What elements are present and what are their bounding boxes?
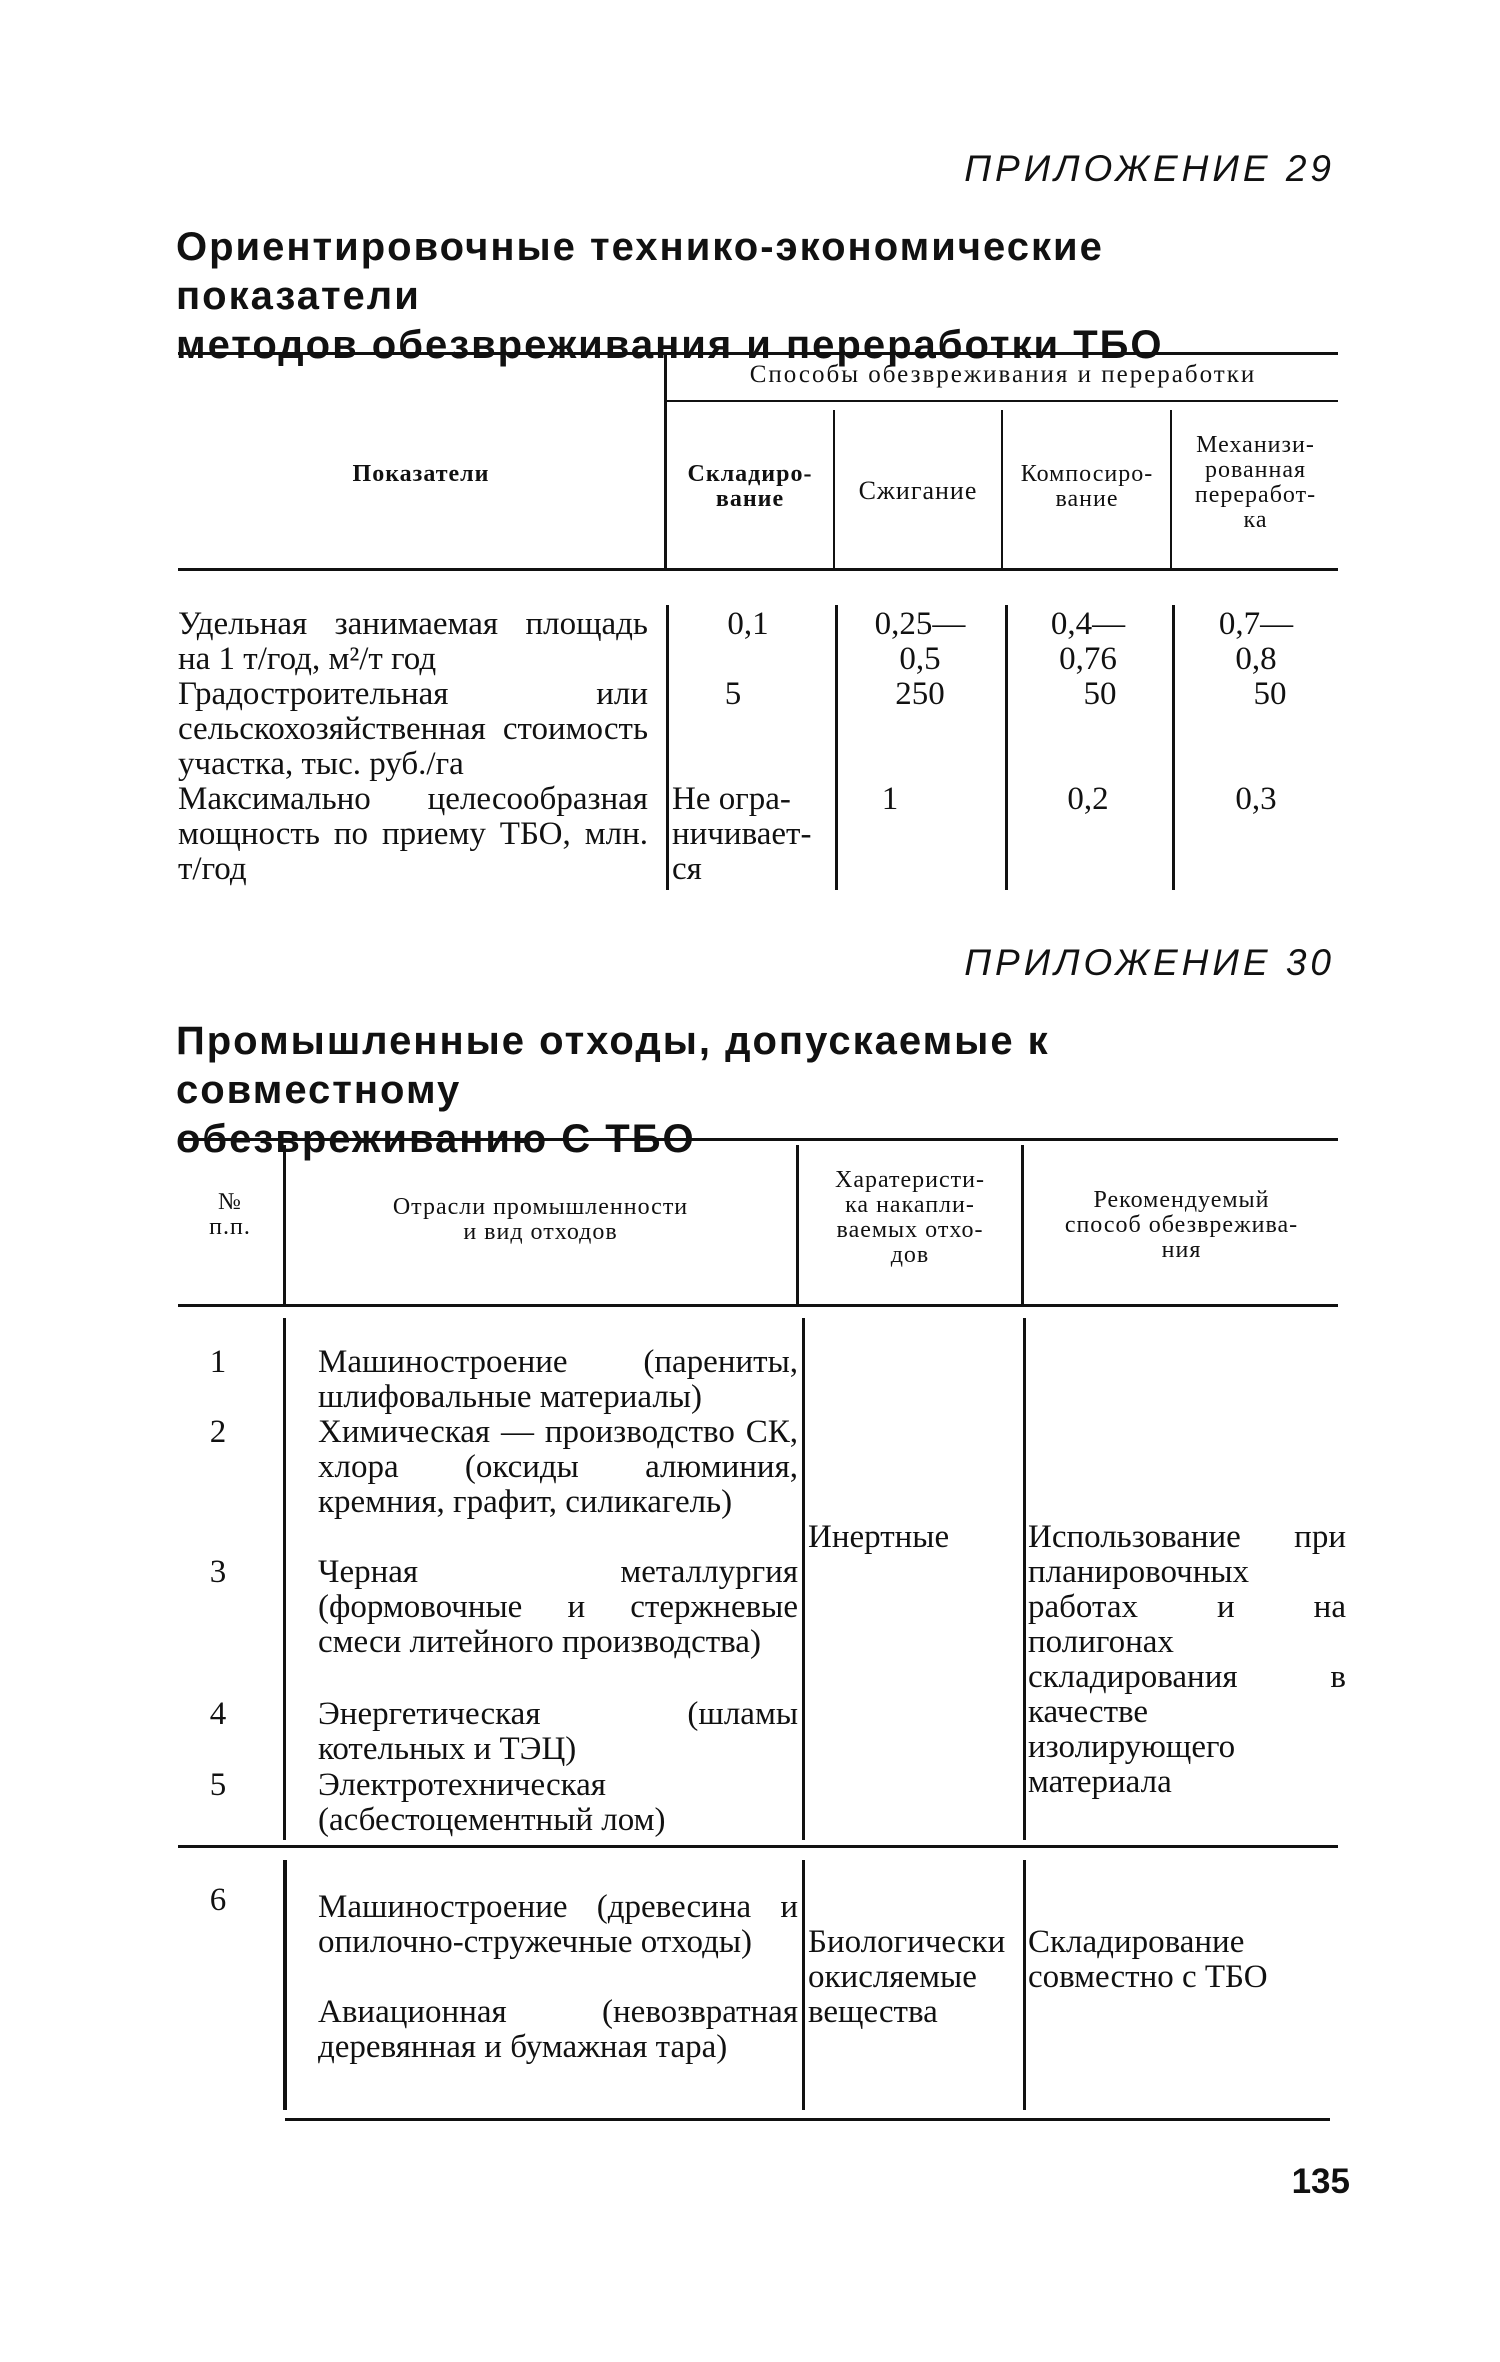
row-2-storage: 5 [724,676,742,712]
group-2-characteristic: Биологически окисляемые вещества [808,1924,1006,2030]
row-number: 1 [209,1344,227,1380]
industry-text: Энергетическая (шламы котельных и ТЭЦ) [318,1696,798,1767]
industry-text: Электротехническая (асбестоцементный лом) [318,1767,666,1838]
group-2-method: Складирование совместно с ТБО [1028,1924,1268,1995]
row-2-incineration: 250 [895,676,945,712]
col-header-industry: Отрасли промышленности и вид отходов [392,1194,689,1245]
row-3-composting: 0,2 [1067,781,1109,817]
row-3-indicator: Максимально целесообразная мощность по приему ТБО, млн. т/год [178,781,648,887]
row-number: 6 [209,1882,227,1918]
row-2-indicator: Градостроительная или сельскохозяйственная стоимость участка, тыс. руб./га [178,676,648,782]
row-2-mechanized: 50 [1253,676,1287,712]
appendix-29-title-line-1: Ориентировочные технико-экономические показатели [176,225,1104,318]
rule [285,2118,1330,2121]
col-header-storage: Складиро- вание [687,461,813,512]
col-header-incineration: Сжигание [858,476,978,505]
col-header-number: № п.п. [209,1189,251,1240]
row-3-incineration: 1 [881,781,899,817]
row-number: 5 [209,1767,227,1803]
group-1-characteristic: Инертные [808,1519,950,1555]
row-1-storage: 0,1 [727,606,769,642]
row-3-storage: Не огра- ничивает- ся [672,781,812,887]
col-header-indicator: Показатели [352,461,490,487]
industry-text: Химическая — производство СК, хлора (оксиды алюминия, кремния, графит, силикагель) [318,1414,798,1520]
row-1-composting: 0,4— 0,76 [1050,606,1126,677]
group-1-method: Использование при планировочных работах и на полигонах складирования в качестве изолирующего материала [1028,1519,1346,1800]
divider [1023,1318,1026,1840]
col-header-mechanized: Механизи- рованная переработ- ка [1194,432,1317,533]
divider [1023,1860,1026,2110]
rule [178,1138,1338,1141]
industry-text: Машиностроение (парениты, шлифовальные материалы) [318,1344,798,1415]
row-number: 2 [209,1414,227,1450]
appendix-29-title-line-2: методов обезвреживания и переработки ТБО [176,323,1164,367]
row-2-composting: 50 [1083,676,1117,712]
divider [283,1145,286,1305]
divider [796,1145,799,1305]
page-number: 135 [1291,2162,1350,2201]
appendix-30-title-line-2: обезвреживанию С ТБО [176,1117,696,1161]
rule [178,1304,1338,1307]
divider [283,1318,286,1840]
row-1-incineration: 0,25— 0,5 [874,606,966,677]
appendix-29-label: ПРИЛОЖЕНИЕ 29 [964,148,1335,189]
row-1-mechanized: 0,7— 0,8 [1218,606,1294,677]
col-header-method: Рекомендуемый способ обезврежива- ния [1064,1187,1299,1263]
rule [178,1845,1338,1848]
appendix-30-title-line-1: Промышленные отходы, допускаемые к совместному [176,1019,1050,1112]
appendix-30-label: ПРИЛОЖЕНИЕ 30 [964,942,1335,983]
divider [283,1860,287,2110]
row-number: 4 [209,1696,227,1732]
divider [802,1318,805,1840]
row-3-mechanized: 0,3 [1235,781,1277,817]
industry-text: Машиностроение (древесина и опилочно-стружечные отходы) [318,1889,798,1960]
divider [802,1860,805,2110]
col-header-methods-group: Способы обезвреживания и переработки [749,361,1257,388]
col-header-composting: Компосиро- вание [1020,461,1154,512]
row-number: 3 [209,1554,227,1590]
col-header-characteristic: Харатеристи- ка накапли- ваемых отхо- дов [835,1167,985,1268]
industry-text: Авиационная (невозвратная деревянная и бумажная тара) [318,1994,798,2065]
row-1-indicator: Удельная занимаемая площадь на 1 т/год, м²/т год [178,606,648,677]
industry-text: Черная металлургия (формовочные и стержневые смеси литейного производства) [318,1554,798,1660]
divider [1021,1145,1024,1305]
